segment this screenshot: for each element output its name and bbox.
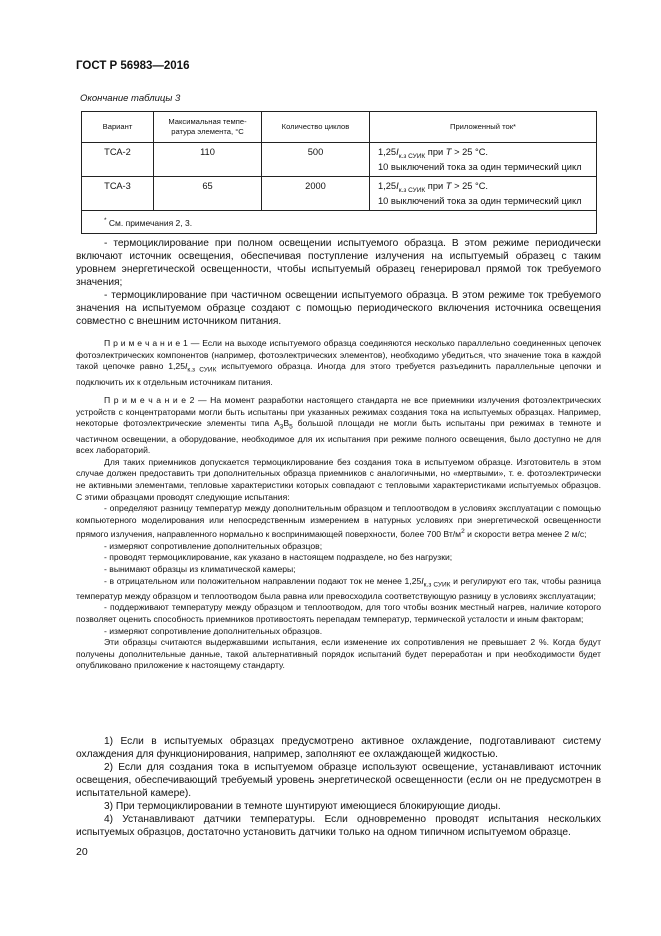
note-2-item: - проводят термоциклирование, как указано в настоящем подразделе, но без нагрузки; (104, 552, 453, 563)
paragraph-full-illumination: - термоциклирование при полном освещении испытуемого образца. В этом режиме периодически включают источник освещения, обеспечивая поступление излучения на испытуемый образец с таким уровнем энергетической освещенности, чтобы испытуемый образец генерировал прямой ток требуемого значения; (76, 238, 601, 288)
step-1: 1) Если в испытуемых образцах предусмотрено активное охлаждение, подготавливают систему охлаждения для функционирования, например, заполняют ее охлаждающей жидкостью. (76, 736, 601, 760)
note-2-item: - измеряют сопротивление дополнительных образцов; (104, 540, 323, 551)
cell-temp: 65 (154, 176, 262, 210)
table-footnote-row (82, 210, 597, 233)
note-2: П р и м е ч а н и е 2 — На момент разработки настоящего стандарта не все приемники излучения фотоэлектрических устройств с концентраторами могли быть испытаны при указанных режимах создания тока на испытуемых образцах. Например, некоторые фотоэлектрические элементы типа $A_3B_5$ большой площади не могли быть испытаны при режимах в темноте и частичном освещении, а оборудование, необходимое для их испытания при режиме полного освещения, было доступно не для всех лабораторий. (76, 395, 601, 456)
notes-block (76, 338, 601, 672)
table-footnote: * См. примечания 2, 3. (82, 210, 597, 233)
step-3: 3) При термоциклировании в темноте шунтируют имеющиеся блокирующие диоды. (104, 801, 501, 812)
cell-cycles: 2000 (262, 176, 370, 210)
paragraph-partial-illumination: - термоциклирование при частичном освещении испытуемого образца. В этом режиме ток требуемого значения на испытуемом образце создают с помощью периодического включения источника освещения совместно с внешним источником питания. (76, 290, 601, 327)
note-2-item: - вынимают образцы из климатической камеры; (104, 563, 296, 574)
mode-paragraphs (76, 237, 601, 328)
table-row (82, 143, 597, 177)
cell-temp: 110 (154, 143, 262, 177)
header-max-temp: Максимальная темпе- ратура элемента, °C (154, 112, 262, 143)
note-2-item: - поддерживают температуру между образцом и теплоотводом, для того чтобы возник местный нагрев, наличие которого позволяет оценить способность приемников противостоять перепадам температур, термической усталости и иным факторам; (76, 602, 601, 625)
step-4: 4) Устанавливают датчики температуры. Если одновременно проводят испытания нескольких испытуемых образцов, достаточно установить датчики только на одном типичном испытуемом образце. (76, 814, 601, 838)
note-1: П р и м е ч а н и е 1 — Если на выходе испытуемого образца соединяются несколько параллельно соединенных цепочек фотоэлектрических компонентов (например, фотоэлектрических элементов), необходимо убедиться, что значение тока в каждой такой цепочке равно $1,25I_{к.з СУИК}$ испытуемого образца. Иногда для этого требуется разъединить параллельные цепочки и подключить их к отдельным источникам питания. (76, 338, 601, 387)
table-row (82, 176, 597, 210)
header-variant: Вариант (82, 112, 154, 143)
cell-variant: ТСА-3 (82, 176, 154, 210)
cell-cycles: 500 (262, 143, 370, 177)
cell-variant: ТСА-2 (82, 143, 154, 177)
note-2-text: Для таких приемников допускается термоциклирование без создания тока в испытуемом образце. Изготовитель в этом случае должен предоставить три дополнительных образца приемников с аналогичными, но «мертвыми», т. е. фотоэлектрически не активными элементами, тепловые характеристики которых совпадают с тепловыми характеристиками испытуемых образцов. С этими образцами проводят следующие испытания: (76, 456, 601, 502)
note-2-text: Эти образцы считаются выдержавшими испытания, если изменение их сопротивления не превышает 2 %. Когда будут получены дополнительные данные, такой альтернативный порядок испытаний будет переработан и при необходимости будет опубликовано приложение к настоящему стандарту. (76, 637, 601, 671)
table-header-row (82, 112, 597, 143)
data-table (81, 111, 597, 234)
header-cycles: Количество циклов (262, 112, 370, 143)
page-number: 20 (76, 846, 88, 858)
table-caption: Окончание таблицы 3 (80, 93, 181, 104)
note-2-item: - измеряют сопротивление дополнительных образцов. (104, 625, 323, 636)
procedure-steps (76, 735, 601, 839)
cell-current: $1,25I_{к.з СУИК}$ при T > 25 °С. 10 выключений тока за один термический цикл (370, 176, 597, 210)
step-2: 2) Если для создания тока в испытуемом образце используют освещение, устанавливают источник освещения, обеспечивающий требуемый уровень энергетической освещенности (если он не предусмотрен в испытательной камере). (76, 762, 601, 799)
note-2-item: - определяют разницу температур между дополнительным образцом и теплоотводом в условиях эксплуатации с помощью компьютерного моделирования или непосредственным измерением в натурных условиях при энергетической освещенности прямого излучения, направленного нормально к воспринимающей поверхности, более 700 $Вт/м^2$ и скорости ветра менее 2 м/с; (76, 503, 601, 540)
note-2-item: - в отрицательном или положительном направлении подают ток не менее $1,25I_{к.з СУИК}$ и регулируют его так, чтобы разница температур между образцом и теплоотводом была равна или превосходила соответствующую разницу в условиях эксплуатации; (76, 575, 601, 601)
header-current: Приложенный ток* (370, 112, 597, 143)
document-header: ГОСТ Р 56983—2016 (76, 60, 190, 72)
cell-current: $1,25I_{к.з СУИК}$ при T > 25 °С. 10 выключений тока за один термический цикл (370, 143, 597, 177)
